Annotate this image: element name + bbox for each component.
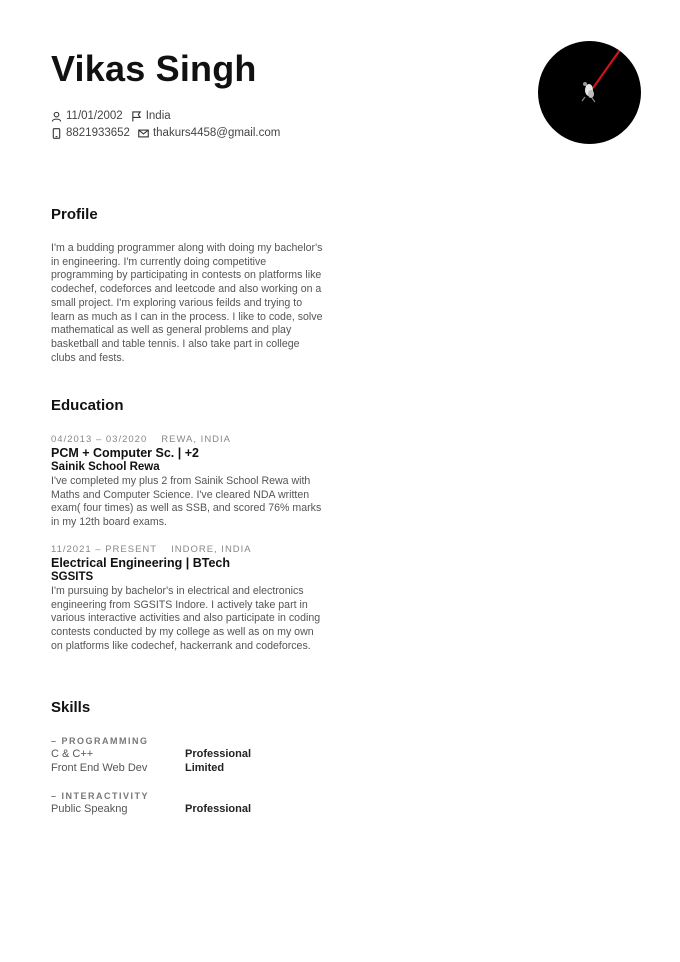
skill-name: Public Speakng <box>51 803 128 815</box>
education-description: I'm pursuing by bachelor's in electrical and electronics engineering from SGSITS Indore. I actively take part in various interactive activities and also participate in coding contests conducted by my college as well as on my own on platforms like codechef, hackerrank and codeforces. <box>51 585 321 652</box>
phone-text: 8821933652 <box>66 127 130 139</box>
education-heading: Education <box>51 397 124 414</box>
skill-group-interactivity: – INTERACTIVITY <box>51 791 150 801</box>
photo-image <box>538 41 641 144</box>
skill-group-programming: – PROGRAMMING <box>51 736 149 746</box>
education-degree: Electrical Engineering | BTech <box>51 556 231 570</box>
education-location: REWA, INDIA <box>161 434 232 445</box>
dob-item <box>51 110 123 122</box>
education-dates: 11/2021 – PRESENT <box>51 544 158 555</box>
candidate-name: Vikas Singh <box>51 48 257 89</box>
profile-photo <box>538 41 641 144</box>
skills-heading: Skills <box>51 699 91 716</box>
education-description: I've completed my plus 2 from Sainik School Rewa with Maths and Computer Science. I've cleared NDA written exam( four times) as well as SSB, and scored 76% marks in my 12th board exams. <box>51 475 322 529</box>
education-location: INDORE, INDIA <box>171 544 252 555</box>
email-text: thakurs4458@gmail.com <box>152 127 281 139</box>
education-institution: Sainik School Rewa <box>51 461 160 473</box>
skill-level: Limited <box>185 762 225 774</box>
education-institution: SGSITS <box>51 571 94 583</box>
contact-row-communication <box>51 127 288 139</box>
contact-row-personal <box>51 110 179 122</box>
flag-icon <box>131 111 142 122</box>
mail-icon <box>138 128 149 139</box>
skill-level: Professional <box>185 803 252 815</box>
skill-level: Professional <box>185 748 252 760</box>
country-item <box>131 110 171 122</box>
person-icon <box>51 111 62 122</box>
education-degree: PCM + Computer Sc. | +2 <box>51 446 199 460</box>
profile-text: I'm a budding programmer along with doing my bachelor's in engineering. I'm currently doing competitive programming by participating in contests on platforms like codechef, codeforces and leetcode and also working on a small project. I'm exploring various feilds and trying to learn as much as I can in the process. I like to code, solve mathematical as well as general problems and play basketball and table tennis. I also take part in college clubs and fests. <box>51 242 323 364</box>
country-text: India <box>145 110 171 122</box>
skill-name: Front End Web Dev <box>51 762 148 774</box>
skill-name: C & C++ <box>51 748 94 760</box>
phone-icon <box>51 128 62 139</box>
education-meta-2 <box>51 544 252 555</box>
email-item[interactable] <box>138 127 280 139</box>
education-meta-1 <box>51 434 231 445</box>
dob-text: 11/01/2002 <box>66 110 123 122</box>
phone-item[interactable] <box>51 127 130 139</box>
profile-heading: Profile <box>51 206 98 223</box>
education-dates: 04/2013 – 03/2020 <box>51 434 148 445</box>
